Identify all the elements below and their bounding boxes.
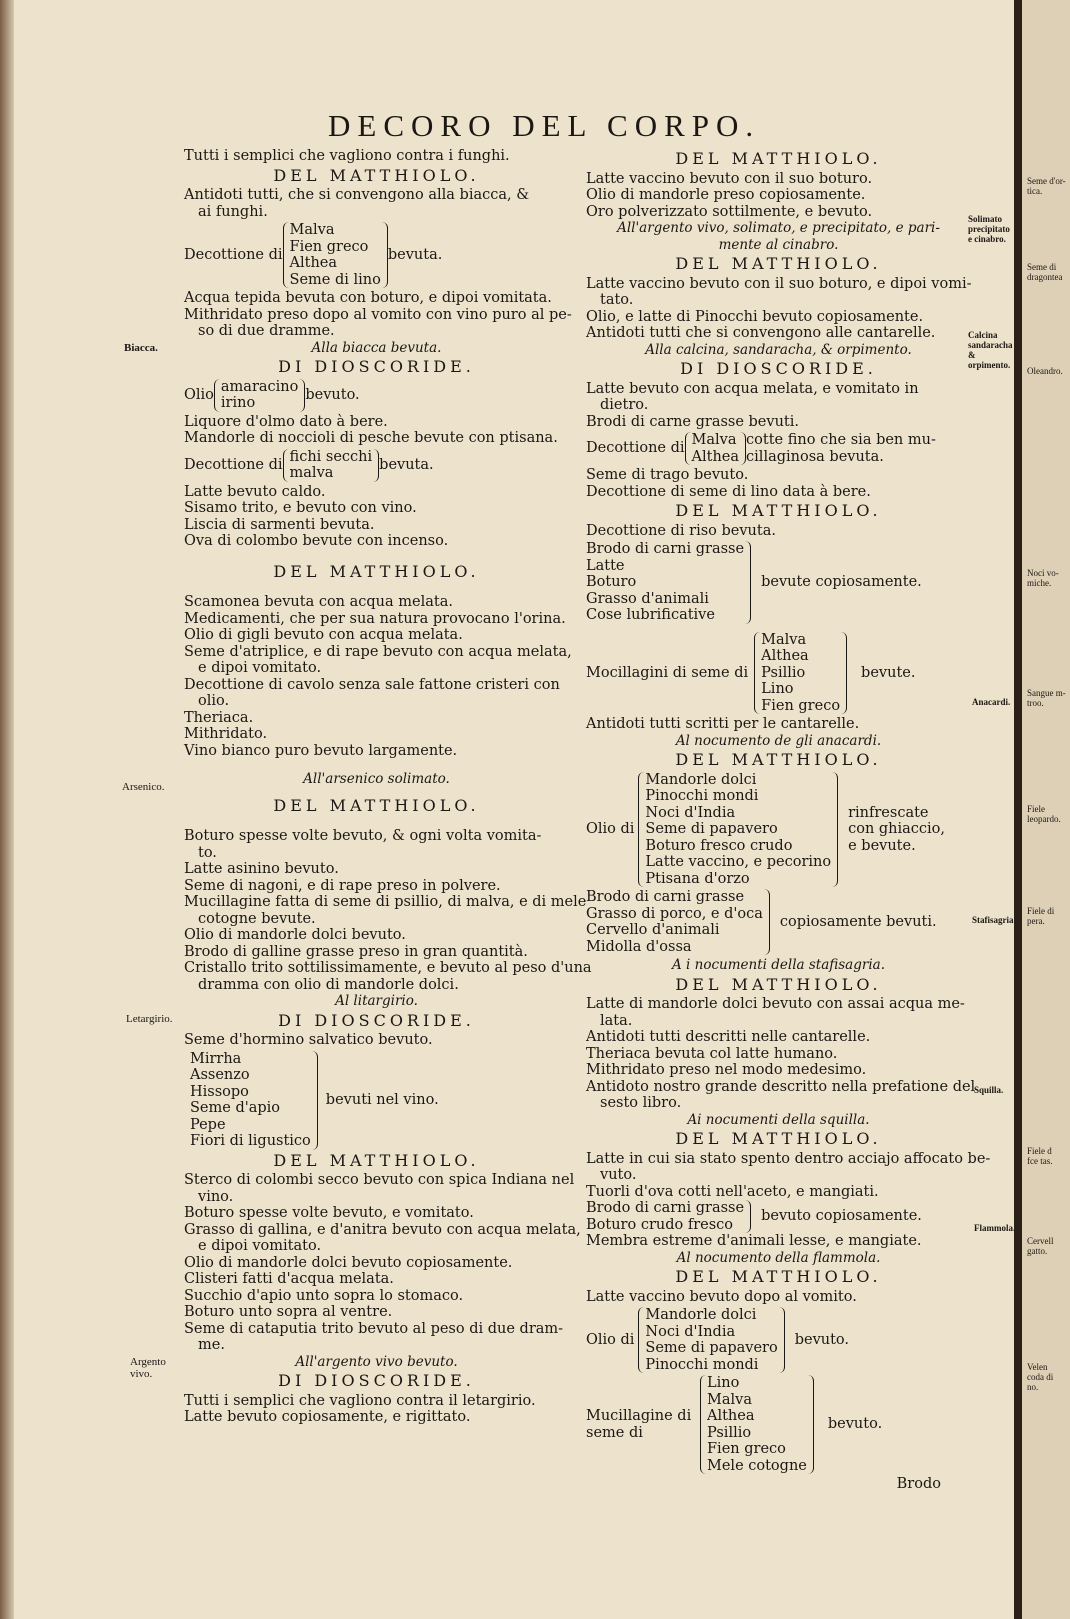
text-line: Seme di trago bevuto.	[586, 467, 749, 483]
list-item: Althea	[691, 448, 740, 465]
text-line: Decottione di riso bevuta.	[586, 522, 776, 539]
left-column	[184, 148, 592, 1426]
text-line: olio.	[198, 693, 230, 709]
next-page-note: Cervell gatto.	[1027, 1236, 1054, 1256]
list-item: Midolla d'ossa	[586, 938, 692, 955]
text-line: Olio di mandorle preso copiosamente.	[586, 187, 866, 203]
text-line: e dipoi vomitato.	[198, 660, 322, 676]
section-heading: DEL MATTHIOLO.	[675, 1267, 882, 1286]
remedy-group	[586, 772, 971, 888]
section-heading: DEL MATTHIOLO.	[675, 501, 882, 520]
section-heading: DEL MATTHIOLO.	[675, 149, 882, 168]
text-line: Olio di gigli bevuto con acqua melata.	[184, 627, 463, 643]
text-line: Theriaca bevuta col latte humano.	[586, 1045, 838, 1062]
text-line: Decottione di cavolo senza sale fattone cristeri con	[184, 676, 560, 693]
margin-note: Argento vivo.	[130, 1356, 166, 1380]
text-line: so di due dramme.	[198, 323, 335, 339]
list-item: Fien greco	[289, 238, 369, 255]
list-item: Assenzo	[190, 1067, 250, 1083]
section-heading: DEL MATTHIOLO.	[273, 795, 480, 815]
list-item: Noci d'India	[645, 1323, 736, 1340]
text-line: Latte vaccino bevuto con il suo boturo.	[586, 170, 873, 187]
remedy-group	[586, 632, 971, 715]
group-suffix-line: cotte fino che sia ben mu-	[746, 432, 936, 448]
next-page-note: Fiele leopardo.	[1027, 804, 1061, 824]
next-page-note: Fiele di pera.	[1027, 906, 1055, 926]
list-item: Malva	[691, 432, 737, 448]
margin-note: Arsenico.	[122, 781, 165, 793]
list-item: Cervello d'animali	[586, 922, 720, 938]
text-line: Decottione di seme di lino data à bere.	[586, 483, 871, 500]
italic-heading: Alla biacca bevuta.	[311, 339, 442, 356]
list-item: Pinocchi mondi	[645, 788, 759, 804]
group-suffix: bevute copiosamente.	[761, 574, 922, 590]
text-line: Antidoto nostro grande descritto nella prefatione del	[586, 1078, 976, 1095]
group-suffix: rinfrescate con ghiaccio, e bevute.	[848, 804, 946, 854]
text-line: sesto libro.	[600, 1095, 682, 1111]
list-item: Malva	[707, 1391, 752, 1408]
margin-note: Calcina sandaracha & orpimento.	[968, 330, 1013, 370]
italic-heading: All'argento vivo bevuto.	[295, 1353, 458, 1370]
remedy-group	[586, 432, 971, 465]
group-prefix: Mocillagini di seme di	[586, 664, 749, 681]
text-line: Liscia di sarmenti bevuta.	[184, 516, 375, 533]
italic-heading: A i nocumenti della stafisagria.	[672, 957, 885, 973]
list-item: Cose lubrificative	[586, 607, 715, 623]
remedy-group	[586, 1375, 971, 1474]
text-line: Olio, e latte di Pinocchi bevuto copiosamente.	[586, 308, 924, 325]
italic-heading: Al nocumento de gli anacardi.	[675, 732, 882, 749]
group-list	[586, 889, 770, 955]
margin-note: Anacardi.	[972, 697, 1011, 707]
text-line: Mithridato preso nel modo medesimo.	[586, 1062, 867, 1078]
next-page-note: Oleandro.	[1027, 366, 1063, 376]
section-heading: DI DIOSCORIDE.	[680, 359, 877, 378]
text-line: Olio di mandorle dolci bevuto copiosamente.	[184, 1254, 513, 1271]
section-heading: DI DIOSCORIDE.	[278, 1371, 475, 1390]
text-line: Brodi di carne grasse bevuti.	[586, 413, 799, 430]
list-item: Brodo di carni grasse	[586, 1200, 745, 1216]
text-line: vino.	[198, 1188, 234, 1205]
text-line: Antidoti tutti che si convengono alle cantarelle.	[586, 325, 936, 341]
list-item: Fien greco	[707, 1441, 786, 1457]
text-line: Antidoti tutti scritti per le cantarelle.	[586, 716, 860, 732]
group-list	[184, 1051, 318, 1150]
remedy-group	[184, 1051, 569, 1150]
text-line: ai funghi.	[198, 203, 268, 220]
section-heading: DEL MATTHIOLO.	[273, 165, 480, 185]
group-list	[638, 772, 838, 888]
text-line: e dipoi vomitato.	[198, 1238, 322, 1254]
text-line: Succhio d'apio unto sopra lo stomaco.	[184, 1287, 464, 1304]
group-list	[214, 379, 305, 412]
section-heading: DI DIOSCORIDE.	[278, 1010, 475, 1030]
page-edge	[0, 0, 14, 1619]
remedy-group	[586, 1307, 971, 1373]
group-list	[754, 632, 847, 715]
group-suffix	[746, 432, 936, 465]
text-line: Tutti i semplici che vagliono contra il letargirio.	[184, 1392, 536, 1409]
text-line: Mucillagine fatta di seme di psillio, di malva, e di mele	[184, 894, 587, 910]
text-line: Mandorle di noccioli di pesche bevute con ptisana.	[184, 430, 558, 446]
next-page-note: Seme d'or- tica.	[1027, 176, 1066, 196]
text-line: Seme di cataputia trito bevuto al peso di due dram-	[184, 1320, 564, 1337]
remedy-group	[586, 1200, 971, 1233]
list-item: Boturo crudo fresco	[586, 1216, 734, 1233]
list-item: Seme di papavero	[645, 1340, 778, 1356]
text-line: lata.	[600, 1012, 633, 1029]
list-item: Boturo fresco crudo	[645, 837, 793, 854]
text-line: Acqua tepida bevuta con boturo, e dipoi vomitata.	[184, 290, 552, 306]
group-suffix: bevuti nel vino.	[325, 1091, 439, 1108]
list-item: Latte vaccino, e pecorino	[645, 854, 832, 870]
group-suffix: bevuto copiosamente.	[761, 1208, 922, 1225]
next-page-note: Noci vo- miche.	[1027, 568, 1059, 588]
group-prefix: Mucillagine di seme di	[586, 1408, 692, 1441]
text-line: Theriaca.	[184, 709, 254, 726]
section-heading: DEL MATTHIOLO.	[273, 561, 480, 581]
list-item: Mirrha	[190, 1050, 242, 1067]
next-page-note: Sangue m- troo.	[1027, 688, 1066, 708]
group-prefix: Decottione di	[184, 246, 283, 263]
next-page-note: Fiele d fce tas.	[1027, 1146, 1053, 1166]
text-line: vuto.	[600, 1167, 637, 1183]
list-item: Seme d'apio	[190, 1100, 281, 1116]
list-item: Fiori di ligustico	[190, 1133, 311, 1149]
text-line: tato.	[600, 292, 634, 308]
list-item: Grasso di porco, e d'oca	[586, 905, 763, 922]
margin-note: Squilla.	[974, 1085, 1004, 1095]
text-line: Latte vaccino bevuto dopo al vomito.	[586, 1288, 857, 1305]
text-line: Boturo spesse volte bevuto, & ogni volta vomita-	[184, 828, 542, 844]
next-page-note: Seme di dragontea	[1027, 262, 1063, 282]
italic-heading: Ai nocumenti della squilla.	[687, 1111, 870, 1128]
italic-heading: All'arsenico solimato.	[303, 771, 450, 787]
italic-heading: Alla calcina, sandaracha, & orpimento.	[645, 341, 912, 358]
margin-note: Letargirio.	[126, 1013, 173, 1025]
group-suffix: bevuta.	[387, 246, 443, 263]
text-line: Mithridato preso dopo al vomito con vino puro al pe-	[184, 306, 572, 323]
group-suffix: bevute.	[861, 664, 916, 681]
list-item: Grasso d'animali	[586, 590, 709, 607]
list-item: Brodo di carni grasse	[586, 889, 745, 905]
text-line: Sisamo trito, e bevuto con vino.	[184, 500, 417, 516]
group-list	[283, 449, 380, 482]
margin-note: Biacca.	[124, 342, 158, 354]
text-line: Latte asinino bevuto.	[184, 861, 339, 877]
list-item: amaracino	[220, 378, 299, 395]
group-prefix: Decottione di	[184, 456, 283, 473]
group-list	[700, 1375, 814, 1474]
text-line: Medicamenti, che per sua natura provocano l'orina.	[184, 610, 566, 627]
list-item: Malva	[289, 222, 335, 238]
text-line: Scamonea bevuta con acqua melata.	[184, 594, 453, 610]
group-list	[586, 1200, 751, 1233]
list-item: Mandorle dolci	[645, 1307, 757, 1323]
text-line: Seme di nagoni, e di rape preso in polvere.	[184, 877, 501, 894]
text-line: Seme d'hormino salvatico bevuto.	[184, 1032, 433, 1048]
section-heading: DEL MATTHIOLO.	[675, 1129, 882, 1148]
remedy-group	[586, 541, 971, 624]
text-line: Liquore d'olmo dato à bere.	[184, 413, 388, 430]
italic-heading: Al litargirio.	[335, 993, 418, 1009]
text-line: Vino bianco puro bevuto largamente.	[184, 742, 458, 759]
italic-heading: All'argento vivo, solimato, e precipitato, e pari-	[617, 220, 940, 236]
text-line: Clisteri fatti d'acqua melata.	[184, 1271, 394, 1287]
group-suffix-line: cillaginosa bevuta.	[746, 448, 884, 465]
remedy-group	[586, 889, 971, 955]
list-item: Seme di papavero	[645, 821, 778, 837]
margin-note: Flammola.	[974, 1223, 1016, 1233]
text-line: Brodo di galline grasse preso in gran quantità.	[184, 943, 528, 960]
list-item: Ptisana d'orzo	[645, 870, 750, 887]
italic-heading: Al nocumento della flammola.	[676, 1249, 881, 1266]
text-line: to.	[198, 844, 217, 861]
catchword: Brodo	[896, 1476, 941, 1492]
section-heading: DI DIOSCORIDE.	[278, 357, 475, 376]
text-line: cotogne bevute.	[198, 910, 316, 927]
text-line: Membra estreme d'animali lesse, e mangiate.	[586, 1233, 922, 1249]
text-line: Boturo spesse volte bevuto, e vomitato.	[184, 1205, 474, 1221]
text-line: Latte bevuto copiosamente, e rigittato.	[184, 1409, 471, 1425]
list-item: Althea	[761, 648, 809, 664]
list-item: Althea	[707, 1408, 755, 1424]
text-line: Antidoti tutti, che si convengono alla biacca, &	[184, 187, 530, 203]
list-item: Boturo	[586, 574, 637, 590]
group-list	[638, 1307, 784, 1373]
text-line: Grasso di gallina, e d'anitra bevuto con acqua melata,	[184, 1221, 581, 1238]
book-spine	[1014, 0, 1022, 1619]
group-suffix: bevuto.	[305, 386, 360, 403]
list-item: Psillio	[761, 664, 806, 681]
list-item: Noci d'India	[645, 804, 736, 821]
remedy-group	[184, 449, 569, 482]
list-item: Psillio	[707, 1424, 752, 1441]
remedy-group	[184, 222, 569, 288]
list-item: Althea	[289, 255, 338, 271]
text-line: Oro polverizzato sottilmente, e bevuto.	[586, 203, 873, 220]
list-item: fichi secchi	[289, 448, 373, 465]
section-heading: DEL MATTHIOLO.	[675, 254, 882, 273]
group-suffix: bevuto.	[794, 1331, 850, 1348]
text-line: Antidoti tutti descritti nelle cantarelle.	[586, 1029, 871, 1045]
list-item: Pepe	[190, 1116, 226, 1133]
group-suffix: bevuta.	[379, 456, 434, 473]
text-line: Latte vaccino bevuto con il suo boturo, e dipoi vomi-	[586, 275, 972, 292]
list-item: Mandorle dolci	[645, 771, 757, 788]
list-item: Hissopo	[190, 1083, 249, 1100]
text-line: me.	[198, 1337, 225, 1353]
list-item: Pinocchi mondi	[645, 1356, 759, 1373]
group-prefix: Olio di	[586, 821, 635, 837]
text-line: Latte bevuto caldo.	[184, 483, 326, 500]
section-heading: DEL MATTHIOLO.	[273, 1150, 480, 1170]
list-item: Mele cotogne	[707, 1457, 807, 1474]
text-line: Sterco di colombi secco bevuto con spica Indiana nel	[184, 1172, 575, 1188]
list-item: Fien greco	[761, 697, 841, 714]
italic-heading: mente al cinabro.	[718, 236, 839, 253]
text-line: Latte in cui sia stato spento dentro acciajo affocato be-	[586, 1150, 991, 1167]
group-prefix: Olio	[184, 386, 214, 403]
text-line: Latte di mandorle dolci bevuto con assai acqua me-	[586, 996, 965, 1012]
list-item: Brodo di carni grasse	[586, 541, 745, 557]
list-item: Seme di lino	[289, 271, 381, 288]
group-prefix: Olio di	[586, 1331, 635, 1348]
list-item: Latte	[586, 557, 625, 574]
text-line: Olio di mandorle dolci bevuto.	[184, 927, 406, 943]
group-list	[685, 432, 747, 465]
next-page-note: Velen coda di no.	[1027, 1362, 1054, 1392]
group-prefix: Decottione di	[586, 440, 685, 457]
text-line: Seme d'atriplice, e di rape bevuto con acqua melata,	[184, 643, 572, 660]
text-line: Mithridato.	[184, 726, 268, 742]
group-list	[586, 541, 751, 624]
list-item: irino	[220, 395, 256, 411]
text-line: Latte bevuto con acqua melata, e vomitato in	[586, 380, 919, 397]
text-line: Ova di colombo bevute con incenso.	[184, 533, 449, 549]
section-heading: DEL MATTHIOLO.	[675, 750, 882, 769]
list-item: Lino	[761, 681, 794, 697]
text-line: dietro.	[600, 397, 649, 413]
text-line: dramma con olio di mandorle dolci.	[198, 976, 459, 993]
group-suffix: bevuto.	[827, 1416, 883, 1433]
page-header: DECORO DEL CORPO.	[328, 108, 761, 143]
group-list	[283, 222, 388, 288]
text-line: Boturo unto sopra al ventre.	[184, 1304, 393, 1320]
remedy-group	[184, 379, 569, 412]
margin-note: Stafisagria.	[972, 915, 1016, 925]
text-line: Tuorli d'ova cotti nell'aceto, e mangiati.	[586, 1183, 879, 1200]
margin-note: Solimato precipitato e cinabro.	[968, 214, 1010, 244]
text-line: Cristallo trito sottilissimamente, e bevuto al peso d'una	[184, 960, 592, 976]
list-item: malva	[289, 465, 334, 481]
list-item: Lino	[707, 1375, 740, 1391]
group-suffix: copiosamente bevuti.	[779, 913, 937, 930]
text-line: Tutti i semplici che vagliono contra i funghi.	[184, 148, 510, 164]
list-item: Malva	[761, 631, 807, 648]
section-heading: DEL MATTHIOLO.	[675, 974, 882, 994]
